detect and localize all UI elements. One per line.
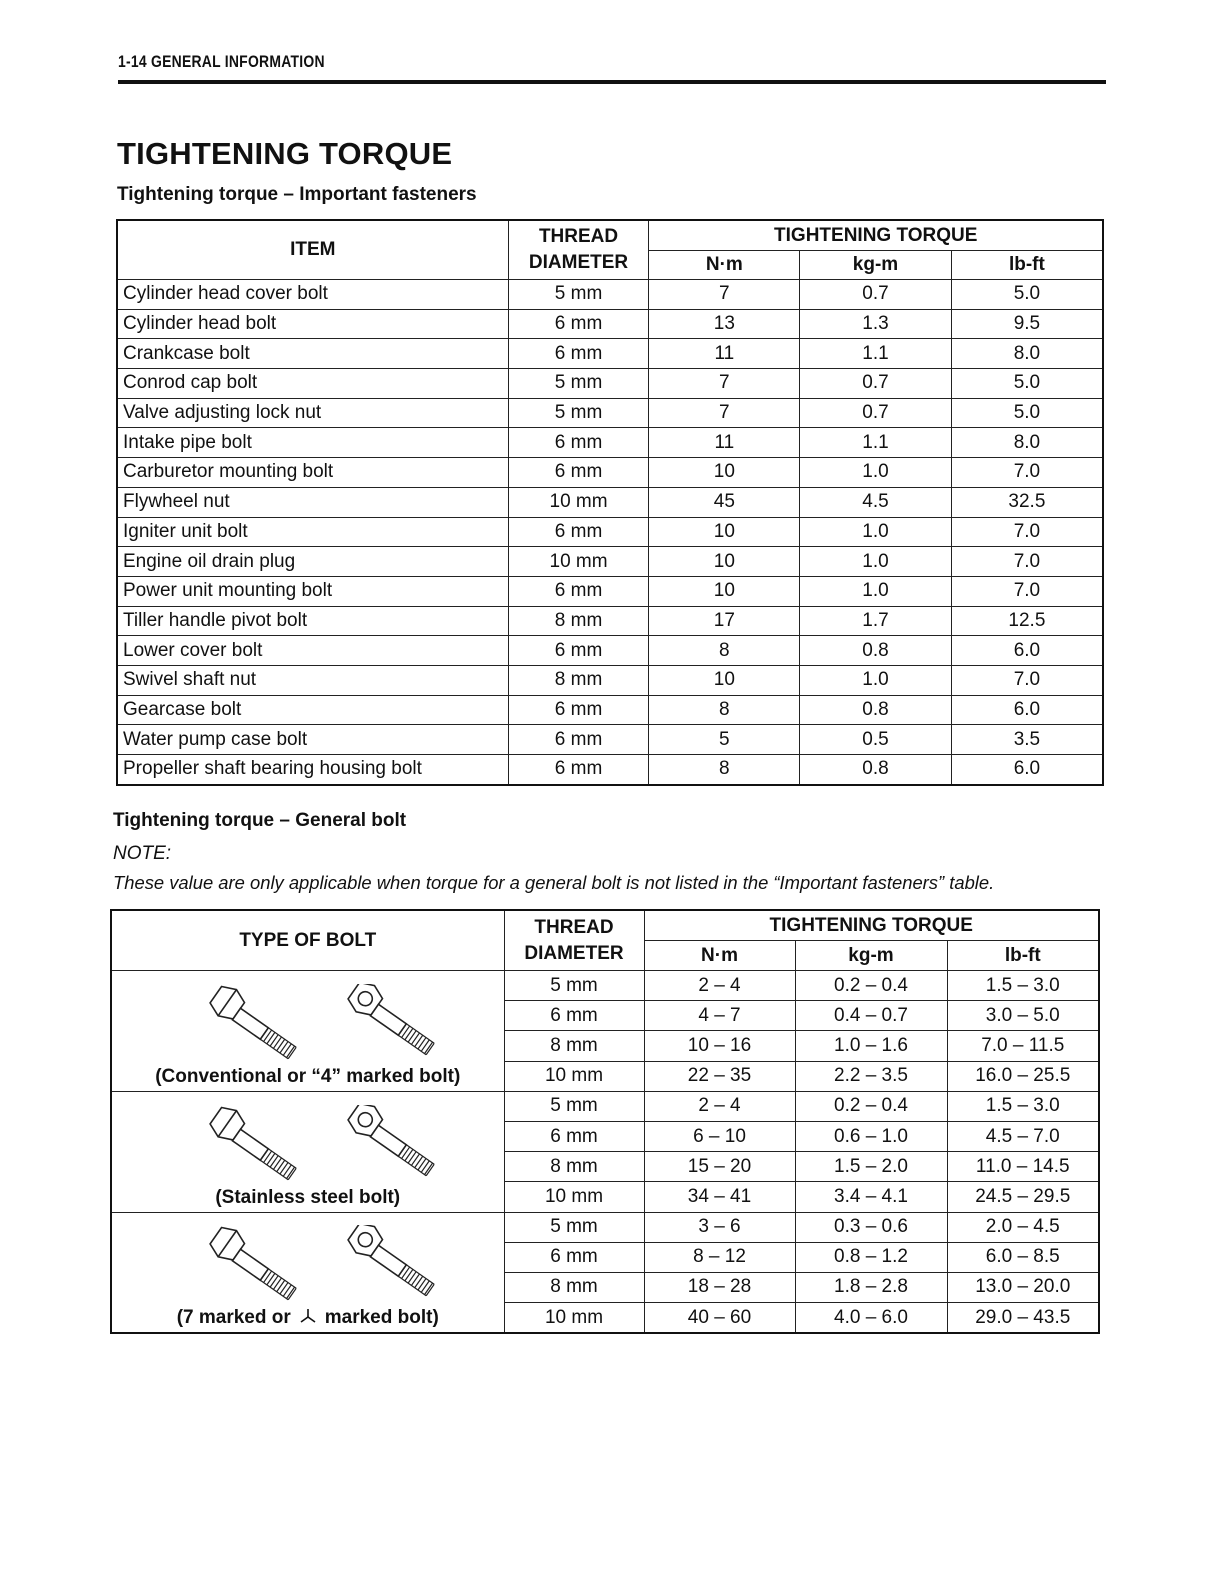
note-label: NOTE: — [113, 843, 172, 864]
cell-lbft: 7.0 — [951, 517, 1103, 547]
cell-thread: 10 mm — [504, 1303, 644, 1334]
col-tightening-torque-2: TIGHTENING TORQUE — [644, 910, 1099, 941]
bolt-type-cell — [111, 1091, 504, 1212]
table-row — [111, 1212, 1099, 1242]
cell-kgm: 1.0 – 1.6 — [795, 1031, 947, 1061]
cell-lbft: 6.0 — [951, 755, 1103, 785]
cell-thread: 6 mm — [508, 428, 649, 458]
cell-thread: 8 mm — [508, 665, 649, 695]
col-thread-line2: DIAMETER — [528, 252, 629, 273]
cell-nm: 3 – 6 — [644, 1212, 795, 1242]
bolt-illustration — [173, 1225, 443, 1301]
cell-nm: 8 — [649, 636, 800, 666]
cell-lbft: 7.0 — [951, 547, 1103, 577]
cell-nm: 22 – 35 — [644, 1061, 795, 1091]
cell-thread: 6 mm — [508, 755, 649, 785]
table-row — [117, 309, 1103, 339]
cell-lbft: 6.0 – 8.5 — [947, 1242, 1099, 1272]
cell-kgm: 0.7 — [800, 280, 952, 310]
cell-kgm: 0.7 — [800, 369, 952, 399]
col-thread-line1: THREAD — [538, 226, 619, 247]
bolt-type-cell — [111, 971, 504, 1092]
cell-item: Swivel shaft nut — [117, 665, 508, 695]
col-kgm: kg-m — [800, 251, 952, 280]
cell-thread: 5 mm — [504, 1091, 644, 1121]
cell-thread: 6 mm — [508, 576, 649, 606]
cell-item: Conrod cap bolt — [117, 369, 508, 399]
cell-item: Flywheel nut — [117, 487, 508, 517]
cell-item: Engine oil drain plug — [117, 547, 508, 577]
cell-nm: 40 – 60 — [644, 1303, 795, 1334]
cell-item: Crankcase bolt — [117, 339, 508, 369]
cell-kgm: 0.3 – 0.6 — [795, 1212, 947, 1242]
cell-thread: 8 mm — [504, 1272, 644, 1302]
cell-nm: 4 – 7 — [644, 1001, 795, 1031]
cell-thread: 6 mm — [504, 1001, 644, 1031]
cell-kgm: 1.0 — [800, 517, 952, 547]
bolt-illustration — [173, 1105, 443, 1181]
cell-kgm: 0.2 – 0.4 — [795, 971, 947, 1001]
cell-kgm: 4.5 — [800, 487, 952, 517]
cell-lbft: 11.0 – 14.5 — [947, 1152, 1099, 1182]
cell-nm: 2 – 4 — [644, 1091, 795, 1121]
cell-item: Intake pipe bolt — [117, 428, 508, 458]
table-row — [117, 428, 1103, 458]
cell-kgm: 0.5 — [800, 725, 952, 755]
cell-nm: 13 — [649, 309, 800, 339]
cell-lbft: 7.0 — [951, 665, 1103, 695]
cell-lbft: 5.0 — [951, 280, 1103, 310]
section-important-fasteners-title: Tightening torque – Important fasteners — [117, 184, 477, 205]
cell-thread: 5 mm — [504, 1212, 644, 1242]
bolt-illustration — [173, 984, 443, 1060]
cell-thread: 6 mm — [508, 636, 649, 666]
table-row — [117, 517, 1103, 547]
cell-lbft: 13.0 – 20.0 — [947, 1272, 1099, 1302]
cell-kgm: 1.0 — [800, 576, 952, 606]
cell-item: Tiller handle pivot bolt — [117, 606, 508, 636]
cell-kgm: 1.5 – 2.0 — [795, 1152, 947, 1182]
cell-thread: 10 mm — [508, 487, 649, 517]
cell-kgm: 0.8 — [800, 636, 952, 666]
col-thread-line2: DIAMETER — [524, 942, 624, 964]
cell-nm: 15 – 20 — [644, 1152, 795, 1182]
important-fasteners-body — [117, 280, 1103, 785]
cell-lbft: 29.0 – 43.5 — [947, 1303, 1099, 1334]
cell-lbft: 3.0 – 5.0 — [947, 1001, 1099, 1031]
cell-lbft: 12.5 — [951, 606, 1103, 636]
cell-nm: 6 – 10 — [644, 1121, 795, 1151]
cell-item: Carburetor mounting bolt — [117, 458, 508, 488]
cell-nm: 10 — [649, 517, 800, 547]
cell-item: Power unit mounting bolt — [117, 576, 508, 606]
cell-lbft: 7.0 — [951, 576, 1103, 606]
cell-nm: 8 – 12 — [644, 1242, 795, 1272]
cell-nm: 5 — [649, 725, 800, 755]
cell-thread: 6 mm — [508, 339, 649, 369]
page-reference: 1-14 GENERAL INFORMATION — [118, 52, 325, 71]
cell-kgm: 1.0 — [800, 458, 952, 488]
cell-lbft: 6.0 — [951, 695, 1103, 725]
cell-thread: 6 mm — [508, 725, 649, 755]
table-row — [117, 280, 1103, 310]
cell-item: Gearcase bolt — [117, 695, 508, 725]
col-kgm-2: kg-m — [795, 941, 947, 971]
cell-lbft: 5.0 — [951, 369, 1103, 399]
cell-lbft: 24.5 – 29.5 — [947, 1182, 1099, 1212]
cell-thread: 6 mm — [504, 1242, 644, 1272]
cell-lbft: 6.0 — [951, 636, 1103, 666]
col-lbft: lb-ft — [951, 251, 1103, 280]
col-thread-diameter — [508, 220, 649, 280]
cell-nm: 17 — [649, 606, 800, 636]
general-bolt-body — [111, 971, 1099, 1334]
cell-nm: 10 — [649, 576, 800, 606]
cell-thread: 8 mm — [504, 1031, 644, 1061]
cell-thread: 8 mm — [508, 606, 649, 636]
cell-lbft: 8.0 — [951, 339, 1103, 369]
cell-nm: 11 — [649, 339, 800, 369]
table-row — [117, 458, 1103, 488]
cell-lbft: 2.0 – 4.5 — [947, 1212, 1099, 1242]
cell-nm: 10 — [649, 547, 800, 577]
bolt-type-label-part2: marked bolt) — [324, 1307, 439, 1329]
cell-kgm: 1.3 — [800, 309, 952, 339]
col-nm-2: N·m — [644, 941, 795, 971]
cell-kgm: 0.4 – 0.7 — [795, 1001, 947, 1031]
cell-item: Lower cover bolt — [117, 636, 508, 666]
radial-mark-icon — [297, 1307, 319, 1323]
cell-thread: 5 mm — [508, 369, 649, 399]
cell-item: Igniter unit bolt — [117, 517, 508, 547]
page-header — [118, 52, 1106, 84]
cell-thread: 5 mm — [508, 280, 649, 310]
table-row — [117, 339, 1103, 369]
cell-kgm: 0.6 – 1.0 — [795, 1121, 947, 1151]
cell-kgm: 0.8 — [800, 755, 952, 785]
page-title: TIGHTENING TORQUE — [117, 136, 453, 171]
bolt-type-label-part1: (7 marked or — [176, 1307, 291, 1329]
col-thread-line1: THREAD — [534, 916, 614, 938]
cell-lbft: 7.0 – 11.5 — [947, 1031, 1099, 1061]
cell-nm: 2 – 4 — [644, 971, 795, 1001]
cell-thread: 10 mm — [504, 1061, 644, 1091]
cell-nm: 8 — [649, 755, 800, 785]
cell-nm: 11 — [649, 428, 800, 458]
cell-nm: 34 – 41 — [644, 1182, 795, 1212]
note-text: These value are only applicable when torque for a general bolt is not listed in the “Important fasteners” table. — [113, 872, 995, 893]
cell-thread: 5 mm — [504, 971, 644, 1001]
cell-kgm: 1.0 — [800, 547, 952, 577]
cell-item: Cylinder head bolt — [117, 309, 508, 339]
cell-lbft: 1.5 – 3.0 — [947, 971, 1099, 1001]
cell-nm: 10 — [649, 458, 800, 488]
cell-lbft: 3.5 — [951, 725, 1103, 755]
cell-thread: 10 mm — [504, 1182, 644, 1212]
bolt-type-label — [112, 1307, 504, 1329]
cell-lbft: 5.0 — [951, 398, 1103, 428]
cell-thread: 8 mm — [504, 1152, 644, 1182]
col-thread-diameter-2 — [504, 910, 644, 971]
cell-lbft: 1.5 – 3.0 — [947, 1091, 1099, 1121]
cell-nm: 10 – 16 — [644, 1031, 795, 1061]
table-row — [117, 398, 1103, 428]
cell-item: Propeller shaft bearing housing bolt — [117, 755, 508, 785]
table-row — [117, 606, 1103, 636]
col-nm: N·m — [649, 251, 800, 280]
cell-lbft: 4.5 – 7.0 — [947, 1121, 1099, 1151]
cell-thread: 5 mm — [508, 398, 649, 428]
cell-lbft: 9.5 — [951, 309, 1103, 339]
table-row — [117, 636, 1103, 666]
cell-kgm: 4.0 – 6.0 — [795, 1303, 947, 1334]
general-bolt-table — [110, 909, 1100, 1334]
cell-kgm: 0.8 — [800, 695, 952, 725]
cell-lbft: 16.0 – 25.5 — [947, 1061, 1099, 1091]
cell-kgm: 0.2 – 0.4 — [795, 1091, 947, 1121]
cell-nm: 7 — [649, 369, 800, 399]
section-general-bolt-title: Tightening torque – General bolt — [113, 810, 407, 831]
cell-nm: 8 — [649, 695, 800, 725]
col-lbft-2: lb-ft — [947, 941, 1099, 971]
table-row — [117, 369, 1103, 399]
cell-item: Water pump case bolt — [117, 725, 508, 755]
cell-kgm: 1.1 — [800, 339, 952, 369]
cell-kgm: 2.2 – 3.5 — [795, 1061, 947, 1091]
cell-thread: 6 mm — [508, 309, 649, 339]
cell-lbft: 7.0 — [951, 458, 1103, 488]
bolt-type-cell — [111, 1212, 504, 1333]
table-row — [111, 971, 1099, 1001]
cell-kgm: 0.7 — [800, 398, 952, 428]
cell-kgm: 1.0 — [800, 665, 952, 695]
important-fasteners-table — [116, 219, 1104, 786]
table-row — [111, 1091, 1099, 1121]
cell-kgm: 3.4 – 4.1 — [795, 1182, 947, 1212]
bolt-type-label: (Conventional or “4” marked bolt) — [155, 1065, 461, 1087]
table-row — [117, 547, 1103, 577]
cell-thread: 6 mm — [504, 1121, 644, 1151]
cell-nm: 10 — [649, 665, 800, 695]
cell-item: Cylinder head cover bolt — [117, 280, 508, 310]
table-row — [117, 576, 1103, 606]
cell-lbft: 32.5 — [951, 487, 1103, 517]
bolt-type-label: (Stainless steel bolt) — [215, 1186, 401, 1208]
cell-kgm: 1.1 — [800, 428, 952, 458]
cell-nm: 45 — [649, 487, 800, 517]
col-item: ITEM — [117, 220, 508, 280]
cell-thread: 6 mm — [508, 695, 649, 725]
cell-thread: 6 mm — [508, 517, 649, 547]
cell-nm: 18 – 28 — [644, 1272, 795, 1302]
col-type-of-bolt: TYPE OF BOLT — [111, 910, 504, 971]
cell-nm: 7 — [649, 398, 800, 428]
cell-kgm: 0.8 – 1.2 — [795, 1242, 947, 1272]
cell-kgm: 1.8 – 2.8 — [795, 1272, 947, 1302]
table-row — [117, 725, 1103, 755]
cell-thread: 10 mm — [508, 547, 649, 577]
cell-thread: 6 mm — [508, 458, 649, 488]
cell-nm: 7 — [649, 280, 800, 310]
table-row — [117, 665, 1103, 695]
table-row — [117, 487, 1103, 517]
table-row — [117, 755, 1103, 785]
cell-lbft: 8.0 — [951, 428, 1103, 458]
cell-item: Valve adjusting lock nut — [117, 398, 508, 428]
cell-kgm: 1.7 — [800, 606, 952, 636]
table-row — [117, 695, 1103, 725]
col-tightening-torque: TIGHTENING TORQUE — [649, 220, 1103, 251]
